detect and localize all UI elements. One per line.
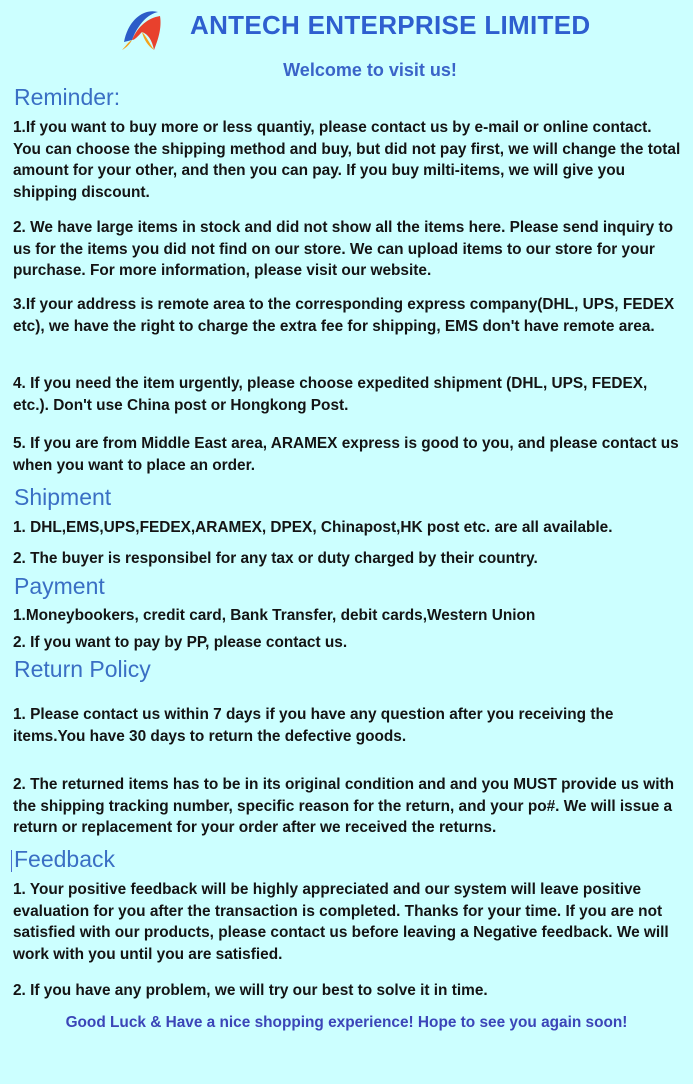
reminder-item-1: 1.If you want to buy more or less quantiy, please contact us by e-mail or online contact. You can choose the shipping method and buy, but did not pay first, we will change the total amount for your other, and then you can pay. If you buy milti-items, we will give you shipping discount. — [13, 119, 681, 201]
feedback-item-2: 2. If you have any problem, we will try our best to solve it in time. — [13, 982, 488, 999]
reminder-item-3: 3.If your address is remote area to the corresponding express company(DHL, UPS, FEDEX etc), we have the right to charge the extra fee for shipping, EMS don't have remote area. — [13, 296, 675, 335]
header — [0, 0, 693, 60]
payment-item-1: 1.Moneybookers, credit card, Bank Transfer, debit cards,Western Union — [13, 607, 536, 624]
shipment-item-1: 1. DHL,EMS,UPS,FEDEX,ARAMEX, DPEX, Chinapost,HK post etc. are all available. — [13, 519, 613, 536]
feedback-marker — [11, 850, 12, 872]
section-title-shipment: Shipment — [14, 484, 112, 510]
payment-item-2: 2. If you want to pay by PP, please contact us. — [13, 634, 348, 651]
section-title-reminder: Reminder: — [14, 84, 121, 110]
reminder-item-5: 5. If you are from Middle East area, ARAMEX express is good to you, and please contact us when you want to place an order. — [13, 435, 679, 474]
section-title-feedback: Feedback — [14, 846, 116, 872]
welcome-text: Welcome to visit us! — [283, 60, 457, 80]
return-item-1: 1. Please contact us within 7 days if you have any question after you receiving the items.You have 30 days to return the defective goods. — [13, 706, 614, 745]
feedback-item-1: 1. Your positive feedback will be highly appreciated and our system will leave positive evaluation for you after the transaction is completed. Thanks for your time. If you are not satisfied with our products, please contact us before leaving a Negative feedback. We will work with you until you are satisfied. — [13, 881, 669, 963]
return-item-2: 2. The returned items has to be in its original condition and and you MUST provide us with the shipping tracking number, specific reason for the return, and your po#. We will issue a return or replacement for your order after we received the returns. — [13, 776, 675, 837]
reminder-item-4: 4. If you need the item urgently, please choose expedited shipment (DHL, UPS, FEDEX, etc.). Don't use China post or Hongkong Post. — [13, 375, 648, 414]
antech-logo-icon — [118, 6, 168, 56]
reminder-item-2: 2. We have large items in stock and did not show all the items here. Please send inquiry to us for the items you did not find on our store. We can upload items to our store for your purchase. For more information, please visit our website. — [13, 219, 673, 280]
company-name: ANTECH ENTERPRISE LIMITED — [190, 10, 591, 40]
footer-message: Good Luck & Have a nice shopping experience! Hope to see you again soon! — [65, 1014, 628, 1031]
shipment-item-2: 2. The buyer is responsibel for any tax or duty charged by their country. — [13, 550, 538, 567]
section-title-payment: Payment — [14, 573, 105, 599]
section-title-return-policy: Return Policy — [14, 656, 151, 682]
